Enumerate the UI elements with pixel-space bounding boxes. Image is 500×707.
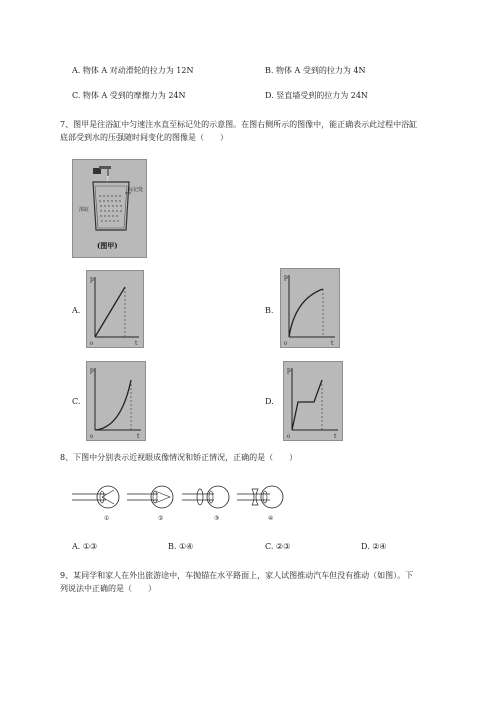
svg-text:t: t	[135, 340, 138, 347]
q8-option-b: B. ①④	[168, 542, 194, 551]
eye-diagram-2	[127, 486, 173, 522]
q6-option-c: C. 物体 A 受到的摩擦力为 24N	[72, 91, 186, 100]
mark-label: 标记处	[128, 187, 144, 193]
graph-b-curve	[289, 289, 323, 337]
q7-text-line2: 底部受到水的压强随时间变化的图像是（ ）	[60, 133, 228, 142]
graph-d-line	[292, 380, 322, 430]
q7-option-b-label: B.	[265, 306, 274, 315]
eye-diagram-4	[237, 486, 283, 522]
eye-diagram-3	[182, 486, 229, 522]
svg-text:p: p	[287, 367, 291, 374]
svg-text:p: p	[90, 276, 94, 283]
graph-a-line	[95, 287, 125, 337]
svg-text:②: ②	[158, 515, 164, 522]
svg-text:0: 0	[284, 341, 288, 347]
q7-text-line1: 7、图甲是往浴缸中匀速注水直至标记处的示意图。在图右侧所示的图像中，能正确表示此过程中浴缸	[60, 120, 418, 129]
eye-diagram-1	[72, 486, 119, 522]
q7-option-d-label: D.	[265, 397, 274, 406]
q6-option-d: D. 竖直墙受到的拉力为 24N	[265, 91, 368, 100]
svg-text:0: 0	[287, 434, 291, 440]
svg-text:0: 0	[90, 341, 94, 347]
graph-c-curve	[95, 380, 131, 430]
svg-text:③: ③	[214, 515, 220, 522]
q8-option-d: D. ②④	[361, 542, 387, 551]
bathtub-figure	[72, 159, 147, 258]
svg-text:t: t	[137, 433, 140, 440]
svg-text:p: p	[90, 367, 94, 374]
q6-option-a: A. 物体 A 对动滑轮的拉力为 12N	[72, 66, 194, 75]
q8-text: 8、下图中分别表示近视眼成像情况和矫正情况，正确的是（ ）	[60, 453, 298, 462]
q7-option-a-label: A.	[72, 306, 81, 315]
graph-a	[86, 270, 144, 348]
svg-text:p: p	[284, 274, 288, 281]
q7-option-c-label: C.	[72, 397, 81, 406]
svg-text:t: t	[334, 433, 337, 440]
graph-b	[280, 268, 340, 348]
svg-text:t: t	[331, 340, 334, 347]
figure-caption: (图甲)	[97, 241, 118, 250]
tub-label: 浴缸	[79, 207, 90, 213]
graph-d	[283, 361, 343, 441]
graph-c	[86, 361, 146, 441]
q8-option-a: A. ①③	[72, 542, 98, 551]
q9-text-line1: 9、某同学和家人在外出旅游途中，车抛锚在水平路面上，家人试图推动汽车但没有推动（如图）。下	[60, 571, 414, 580]
svg-text:④: ④	[268, 515, 274, 522]
q8-option-c: C. ②③	[265, 542, 291, 551]
q9-text-line2: 列说法中正确的是（ ）	[60, 584, 156, 593]
q6-option-b: B. 物体 A 受到的拉力为 4N	[265, 66, 366, 75]
eye-diagrams	[72, 480, 292, 524]
svg-text:0: 0	[90, 434, 94, 440]
svg-text:①: ①	[104, 515, 110, 522]
tub-outline	[93, 182, 129, 230]
